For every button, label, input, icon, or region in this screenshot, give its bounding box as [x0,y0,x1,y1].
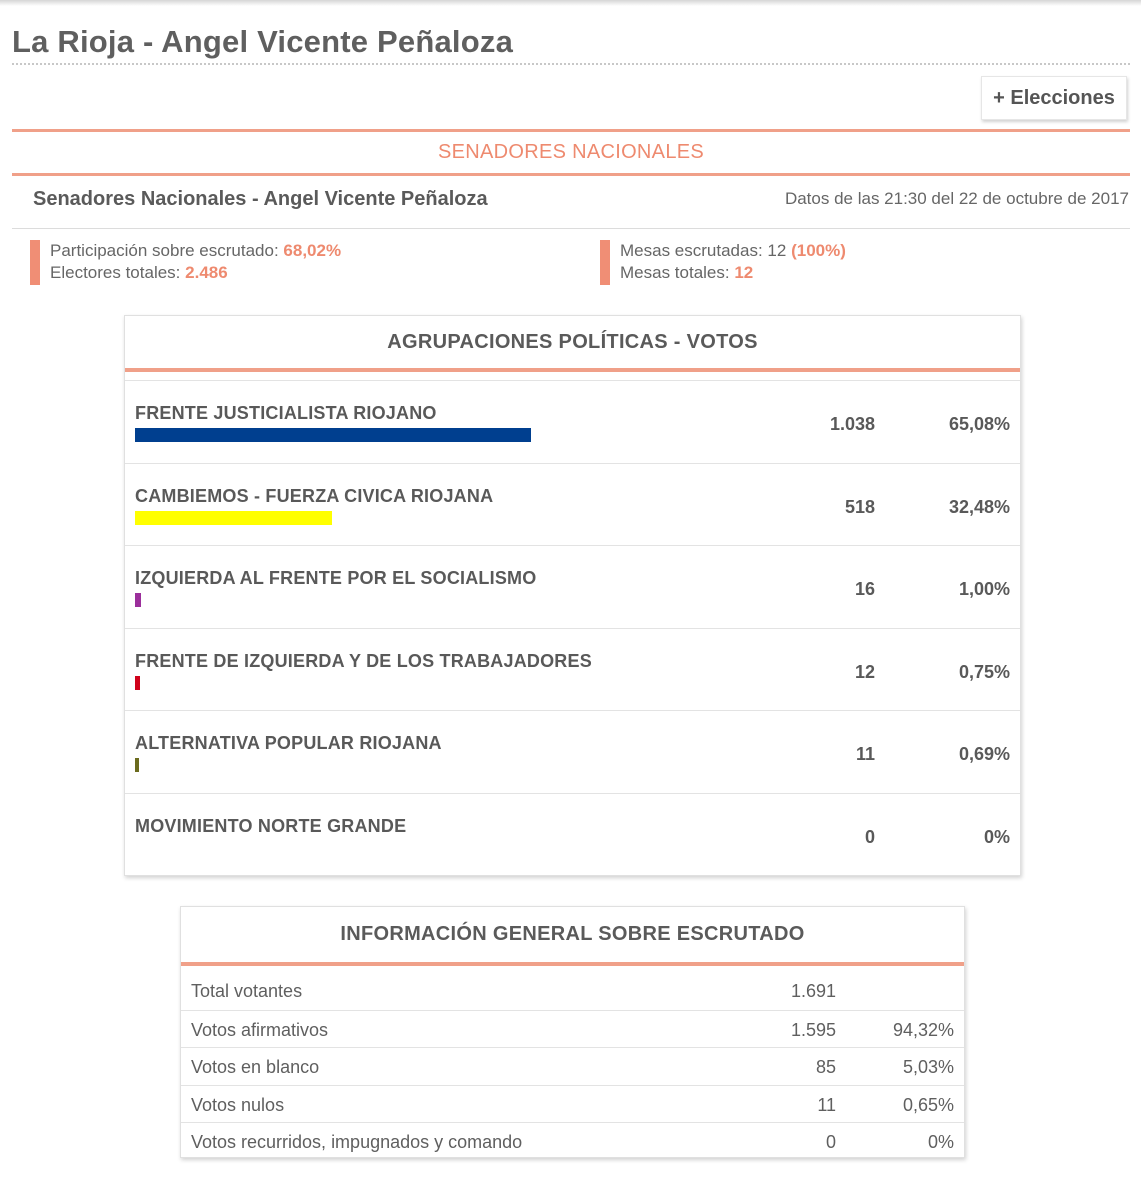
mesas-escrutadas-value: 12 [767,241,787,260]
party-name: CAMBIEMOS - FUERZA CIVICA RIOJANA [135,485,494,506]
party-row [125,793,1020,875]
info-row [181,1085,964,1122]
page-title: La Rioja - Angel Vicente Peñaloza [12,24,514,59]
info-label: Votos nulos [191,1094,285,1115]
votes-card-title: AGRUPACIONES POLÍTICAS - VOTOS [125,316,1020,372]
mesas-escrutadas-line [620,240,846,262]
party-percentage: 32,48% [948,496,1010,517]
party-name: ALTERNATIVA POPULAR RIOJANA [135,733,442,754]
party-row [125,545,1020,627]
info-row [181,1122,964,1159]
mesas-totales-value: 12 [734,263,754,282]
stat-accent-bar [30,240,40,285]
section-title: SENADORES NACIONALES [437,141,705,163]
info-value: 1.595 [790,1019,836,1040]
info-label: Votos en blanco [191,1057,320,1077]
info-row [181,1010,964,1047]
info-percentage: 0% [927,1132,954,1152]
top-shadow [0,0,1141,6]
party-votes: 0 [864,827,875,847]
party-name: IZQUIERDA AL FRENTE POR EL SOCIALISMO [135,568,537,589]
general-info-card [180,906,965,1158]
info-value: 1.691 [790,981,836,1001]
party-percentage: 1,00% [958,579,1010,600]
party-vote-bar [135,593,141,607]
info-value: 85 [815,1057,836,1077]
participation-stats [30,240,341,284]
party-name: MOVIMIENTO NORTE GRANDE [135,816,407,836]
mesas-totales-line [620,262,846,284]
party-percentage: 0% [983,827,1010,847]
info-row [181,972,964,1009]
info-percentage: 0,65% [902,1094,954,1115]
party-percentage: 65,08% [948,414,1010,434]
party-vote-bar [135,428,531,442]
info-value: 0 [825,1132,836,1152]
info-value: 11 [817,1094,836,1115]
mesas-escrutadas-label: Mesas escrutadas: [620,241,763,260]
info-percentage: 94,32% [892,1019,954,1040]
participation-value: 68,02% [283,241,342,260]
info-label: Total votantes [191,981,303,1001]
info-row [181,1047,964,1084]
votes-card [124,315,1021,876]
info-label: Votos afirmativos [191,1019,329,1040]
mesas-totales-label: Mesas totales: [620,263,730,282]
participation-label: Participación sobre escrutado: [50,241,279,260]
party-votes: 518 [844,496,875,517]
participation-line [50,240,341,262]
party-percentage: 0,75% [958,661,1010,682]
info-label: Votos recurridos, impugnados y comando [191,1132,523,1152]
party-row [125,380,1020,462]
subtitle-divider [12,228,1130,229]
mesas-escrutadas-pct: (100%) [791,241,846,260]
party-votes: 12 [854,661,875,682]
title-divider [12,63,1130,65]
elecciones-button[interactable]: + Elecciones [981,76,1127,120]
electores-label: Electores totales: [50,263,181,282]
party-percentage: 0,69% [958,744,1010,765]
data-timestamp: Datos de las 21:30 del 22 de octubre de 2017 [784,189,1129,208]
info-percentage: 5,03% [902,1057,954,1077]
electores-value: 2.486 [185,263,228,282]
party-vote-bar [135,676,140,690]
party-row [125,628,1020,710]
party-row [125,710,1020,792]
mesas-stats [600,240,846,284]
stat-accent-bar [600,240,610,285]
party-votes: 1.038 [829,414,875,434]
party-votes: 11 [855,744,875,765]
party-name: FRENTE DE IZQUIERDA Y DE LOS TRABAJADORES [135,650,592,671]
electores-line [50,262,341,284]
section-header [12,129,1130,176]
party-votes: 16 [854,579,875,600]
party-vote-bar [135,511,332,525]
section-subtitle: Senadores Nacionales - Angel Vicente Peñaloza [33,188,488,210]
info-card-title: INFORMACIÓN GENERAL SOBRE ESCRUTADO [181,907,964,966]
party-row [125,463,1020,545]
party-vote-bar [135,758,139,772]
party-name: FRENTE JUSTICIALISTA RIOJANO [135,403,437,423]
